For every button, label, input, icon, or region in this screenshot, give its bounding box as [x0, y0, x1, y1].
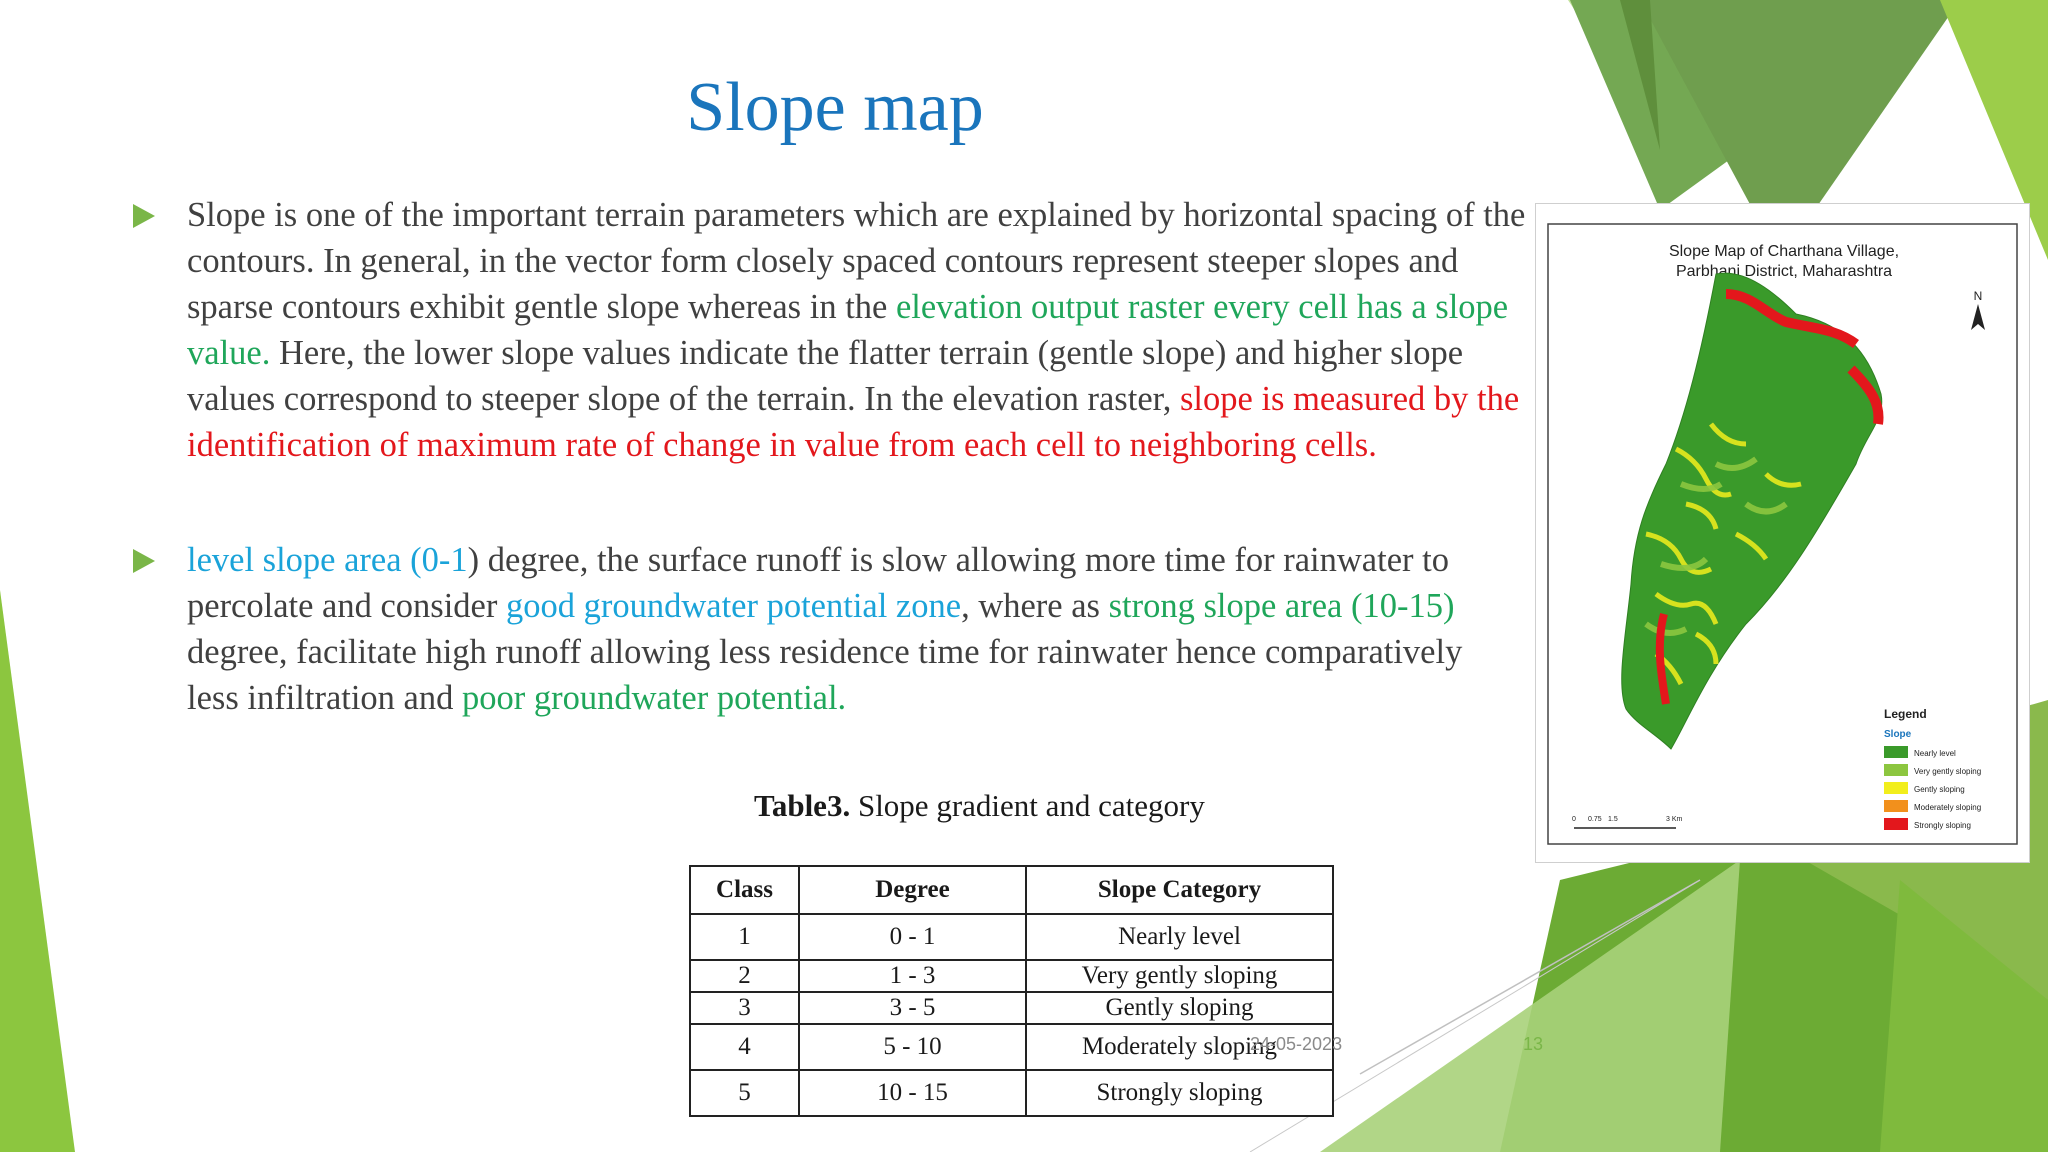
- slope-map-image: [1535, 203, 2030, 863]
- slide-date: 24-05-2023: [1250, 1034, 1343, 1054]
- table-header-cell: Class: [690, 866, 799, 914]
- text-segment-highlight: level slope area (0-1: [187, 541, 468, 579]
- table-caption-label: Table3.: [754, 788, 851, 823]
- legend-label: Strongly sloping: [1914, 821, 1971, 830]
- table-cell: Moderately sloping: [1026, 1024, 1333, 1070]
- table-cell: 3: [690, 992, 799, 1024]
- table-header-row: [690, 866, 1333, 914]
- table-cell: Nearly level: [1026, 914, 1333, 960]
- bullet-paragraph-1: [187, 192, 1547, 468]
- text-segment-highlight: poor groundwater potential.: [462, 679, 847, 717]
- bullet-arrow-icon: [133, 549, 155, 573]
- scale-label: 1.5: [1608, 816, 1618, 823]
- table-row: [690, 992, 1333, 1024]
- slope-gradient-table: [689, 865, 1334, 1117]
- table-cell: 1: [690, 914, 799, 960]
- text-segment-highlight: good groundwater potential zone: [505, 587, 962, 625]
- scale-label: 3 Km: [1666, 816, 1683, 823]
- table-cell: Strongly sloping: [1026, 1070, 1333, 1116]
- map-legend-title: Legend: [1884, 707, 1927, 721]
- table-cell: 0 - 1: [799, 914, 1026, 960]
- table-row: [690, 960, 1333, 992]
- legend-label: Moderately sloping: [1914, 803, 1982, 812]
- legend-label: Gently sloping: [1914, 785, 1965, 794]
- scale-label: 0.75: [1588, 816, 1602, 823]
- legend-label: Very gently sloping: [1914, 767, 1982, 776]
- map-title-line-2: Parbhani District, Maharashtra: [1675, 263, 1893, 280]
- table-header-cell: Degree: [799, 866, 1026, 914]
- table-row: [690, 1070, 1333, 1116]
- table-cell: 3 - 5: [799, 992, 1026, 1024]
- text-segment: Here, the lower slope values indicate the flatter terrain (gentle slope) and higher slope values correspond to steeper slope of the terrain. In the elevation raster,: [187, 334, 1464, 418]
- text-segment-highlight: slope is measured by the identification of maximum rate of change in value from each cell to neighboring cells.: [187, 380, 1520, 464]
- table-cell: 5 - 10: [799, 1024, 1026, 1070]
- text-segment: , where as: [961, 587, 1109, 625]
- table-cell: Gently sloping: [1026, 992, 1333, 1024]
- text-segment: Slope is one of the important terrain parameters which are explained by horizontal spacing of the contours. In general, in the vector form closely spaced contours represent steeper slopes and sparse contours exhibit gentle slope whereas in the: [187, 196, 1526, 326]
- text-segment: degree, facilitate high runoff allowing less residence time for rainwater hence comparatively less infiltration and: [187, 633, 1463, 717]
- table-row: [690, 1024, 1333, 1070]
- table-cell: 10 - 15: [799, 1070, 1026, 1116]
- north-label: N: [1973, 289, 1983, 303]
- bullet-arrow-icon: [133, 204, 155, 228]
- slide-page-number: 13: [1523, 1034, 1544, 1054]
- bullet-paragraph-2: [187, 537, 1517, 721]
- table-header-cell: Slope Category: [1026, 866, 1333, 914]
- table-cell: 1 - 3: [799, 960, 1026, 992]
- legend-label: Nearly level: [1914, 749, 1956, 758]
- table-caption-text: Slope gradient and category: [850, 788, 1205, 823]
- table-cell: 4: [690, 1024, 799, 1070]
- text-segment: ) degree, the surface runoff is slow allowing more time for rainwater to percolate and consider: [187, 541, 1449, 625]
- table-row: [690, 914, 1333, 960]
- table-cell: 2: [690, 960, 799, 992]
- map-legend-subtitle: Slope: [1884, 729, 1912, 740]
- text-segment-highlight: elevation output raster every cell has a slope value.: [187, 288, 1509, 372]
- text-segment-highlight: strong slope area (10-15): [1108, 587, 1455, 625]
- table-cell: 5: [690, 1070, 799, 1116]
- slide-title: Slope map: [686, 69, 984, 146]
- table-cell: Very gently sloping: [1026, 960, 1333, 992]
- table-caption: [754, 788, 1205, 824]
- map-title-line-1: Slope Map of Charthana Village,: [1668, 243, 1900, 260]
- slope-map-graphic: [1536, 204, 2029, 862]
- scale-label: 0: [1572, 816, 1576, 823]
